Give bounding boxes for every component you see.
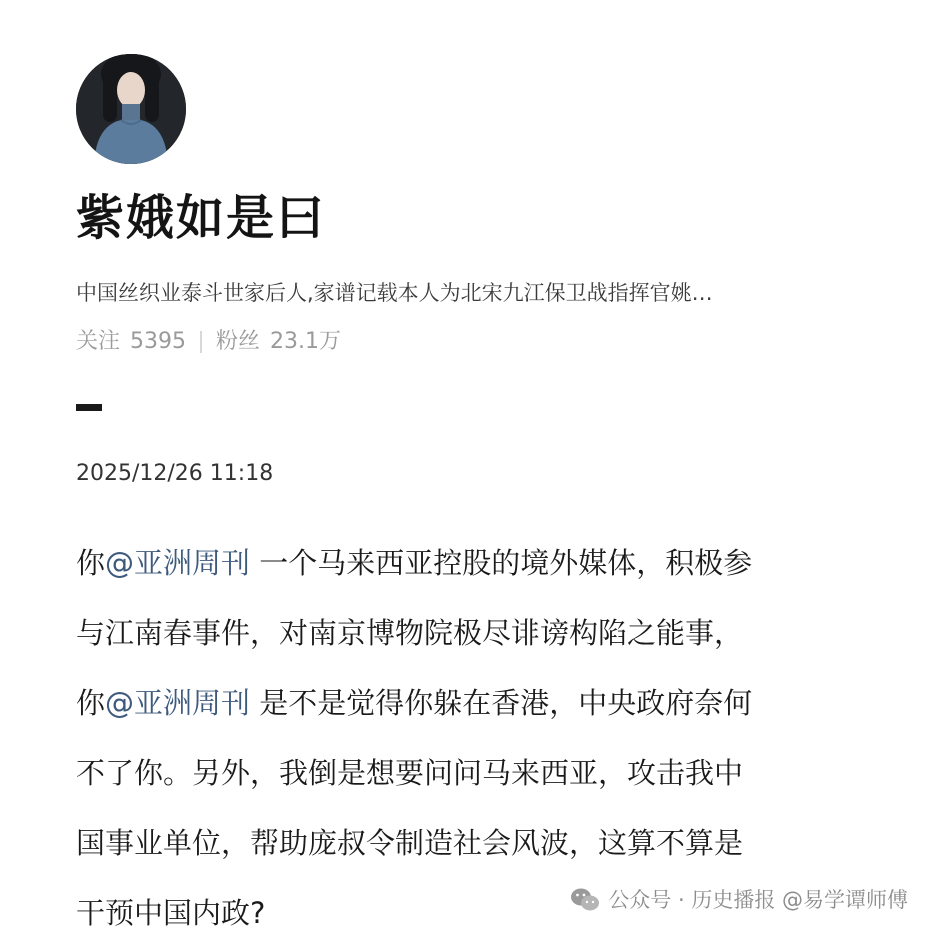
post-timestamp: 2025/12/26 11:18	[76, 461, 274, 486]
post-text: 不了你。另外，我倒是想要问问马来西亚，攻击我中	[76, 756, 744, 790]
mention-link[interactable]: @亚洲周刊	[105, 686, 251, 720]
following-label: 关注	[76, 329, 121, 354]
section-divider	[76, 404, 102, 411]
post-line	[76, 668, 856, 738]
watermark	[570, 884, 908, 916]
post-line	[76, 598, 856, 668]
post-text: 干预中国内政?	[76, 896, 266, 930]
following-count: 5395	[130, 329, 187, 354]
profile-bio: 中国丝织业泰斗世家后人,家谱记载本人为北宋九江保卫战指挥官姚…	[76, 281, 713, 305]
post-text: 你	[76, 546, 106, 580]
wechat-icon	[570, 887, 600, 913]
portrait-avatar-icon	[76, 54, 186, 164]
post-text: 国事业单位，帮助庞叔令制造社会风波，这算不算是	[76, 826, 744, 860]
stats-divider	[200, 331, 202, 353]
mention-link[interactable]: @亚洲周刊	[105, 546, 251, 580]
followers-count: 23.1万	[270, 329, 342, 354]
post-text: 你	[76, 686, 106, 720]
followers-label: 粉丝	[216, 329, 261, 354]
post-line	[76, 738, 856, 808]
following-stat[interactable]	[76, 326, 186, 358]
display-name: 紫娥如是曰	[76, 190, 327, 246]
avatar[interactable]	[76, 54, 186, 164]
watermark-text: 公众号 · 历史播报 @易学谭师傅	[608, 888, 908, 912]
post-line	[76, 528, 856, 598]
post-text: 与江南春事件，对南京博物院极尽诽谤构陷之能事，	[76, 616, 744, 650]
post-text: 一个马来西亚控股的境外媒体，积极参	[250, 546, 753, 580]
post-text: 是不是觉得你躲在香港，中央政府奈何	[250, 686, 753, 720]
profile-stats	[76, 326, 341, 358]
followers-stat[interactable]	[216, 326, 341, 358]
post-line	[76, 808, 856, 878]
